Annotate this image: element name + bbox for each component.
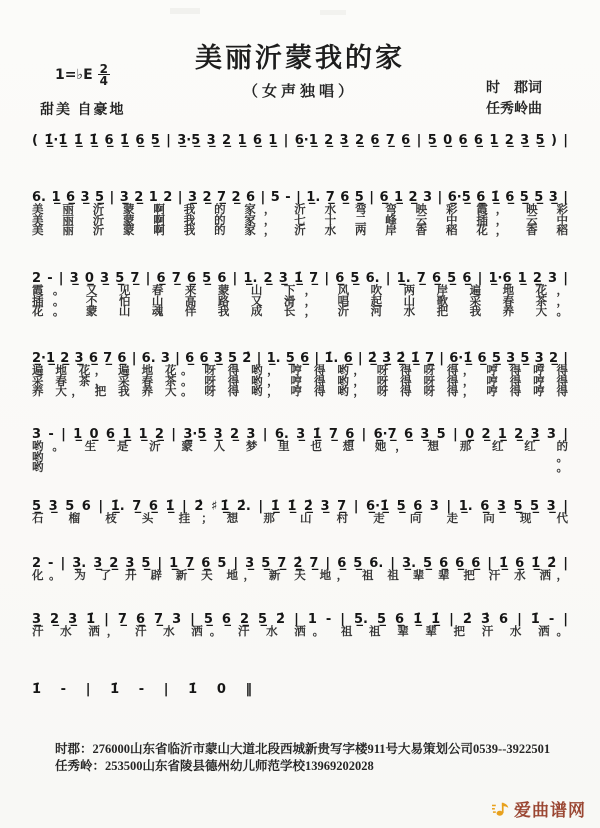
notation-line: 2 - | 3̲. 3̲ 2̲ 3̲ 5̲ | 1̲ 7̲ 6̲ 5 | 3̲ 5̲ 7̲ 2̲̇ 7̲ | 6̲ 5̲ 6. | 3̲. 5̲ 6̲ 6̲ 6̲ | 1̲̇ 6̲ 1̲̇ 2̇ | xyxy=(32,556,568,571)
time-signature-numerator: 2 xyxy=(99,62,108,76)
key-and-time-signature xyxy=(55,64,110,86)
lyric-line: 插。 不 怕 山 高 路 又 滑， 唱 起 山 歌 采 春 茶， xyxy=(32,295,568,308)
time-signature xyxy=(98,64,110,86)
key-signature: 1=♭E xyxy=(55,67,93,83)
notation-line: 2 - | 3̲ 0̲ 3̲ 5̲ 7̲ | 6̲ 7̲ 6̲ 5̲ 6 | 1̲. 2̲ 3̲ 1̲̇ 7̲ | 6̲ 5̲ 6. | 1̲. 7̲ 6̲ 5̲ 6̲ | 1̲·6̲ 1̲ 2̲ 3 | xyxy=(32,271,568,286)
tempo-marking: 甜美 自豪地 xyxy=(40,103,126,118)
credits xyxy=(486,78,542,120)
lyricist-credit: 时 郡词 xyxy=(486,81,542,96)
lyric-line: 美 丽 沂 蒙 啊 我 的 家， 七 十 二 峰 云 中 插， 云 中 xyxy=(32,214,568,227)
lyric-line: 石 榴 枝 头 挂； 想 那 山 村 走 向 走 向 现 代 xyxy=(32,513,568,525)
time-signature-denominator: 4 xyxy=(99,74,108,88)
notation-system-1 xyxy=(32,190,568,237)
intro-system xyxy=(32,133,568,148)
scan-artifact xyxy=(320,10,346,15)
lyric-line: 美 丽 沂 蒙 啊 我 的 家， 沂 水 弯 弯 映 彩 霞， 映 彩 xyxy=(32,204,568,216)
notation-system-7 xyxy=(32,612,568,638)
notation-system-6 xyxy=(32,556,568,582)
lyric-line: 养 大， 把 我 养 大。 呀 得 哟， 哼 得 哟， 呀 得 呀 得， 哼 得 哼 得 xyxy=(32,386,568,398)
notation-line: 5̲ 3̲ 5 6 | 1̲̇. 7̲ 6̲ 1̲̇ | 2̇ ♯1̲̇ 2̇. | 1̲̇ 1̲̇ 2̲̇ 3̲ 7̲ | 6̲·1̲̇ 5̲ 6̲ 3 | 1̲. 6̲ 3̲ 5̲ 5̲ 3̲ | xyxy=(32,499,568,514)
lyric-line: 花。 蒙 山 魂 伴 我 成 长， 沂 河 水 把 我 养 大。 xyxy=(32,306,568,318)
song-subtitle: （女声独唱） xyxy=(242,84,357,100)
notation-line: 3 - | 1̲ 0̲ 6̲ 1̲ 1̲ 2̲ | 3̲·5̲ 3̲ 2̲ 3 | 6̲. 3̲ 1̲̇ 7̲ 6̲ | 6̲·7̲ 6̲ 3̲ 5 | 0̲ 2̲ 1̲ 2̲ 3̲ 3 | xyxy=(32,427,568,442)
notation-system-8 xyxy=(32,682,568,697)
notation-system-2 xyxy=(32,271,568,318)
notation-system-5 xyxy=(32,499,568,525)
lyric-line: 美 丽 沂 蒙 啊 我 的 家， 沂 水 两 岸 香 稻 花， 香 稻 xyxy=(32,225,568,237)
notation-line: 1̇ - | 1̇ - | 1̇ 0 ‖ xyxy=(32,682,252,697)
footer-contact-line-2: 任秀岭：253500山东省陵县德州幼儿师范学校13969202028 xyxy=(55,759,374,773)
site-watermark xyxy=(492,796,586,821)
notation-line: 2̲·1̲ 2̲ 3̲ 6̲ 7̲ 6̲ | 6. 3 | 6̲ 6̲ 3̲ 5̲ 2̇ | 1̲. 5̲ 6̲ | 1̇. 6̲ | 2̲̇ 3̲̇ 2̲̇ 1̲̇ 7̲ | 6̲·1̲̇ 6̲ 5̲ 3̲ 5̲ 3̲ 2̲ | xyxy=(32,351,568,366)
notation-system-3 xyxy=(32,351,568,398)
notation-line: 6. 1̲ 6̲ 3̲ 5̲ | 3̲ 2̲ 1 2 | 3̲ 2̲ 7̲ 2̲ 6 | 5 - | 1̲. 7̲ 6̲ 5̲ | 6̲ 1̲ 2̲ 3 | 6̲·5̲ 6̲ 1̲̇ 6̲ 5̲ 5̲ 3̲ | xyxy=(32,190,568,205)
lyric-line: 霞。 又 见 春 来 蒙 山 下， 风 吹 两 岸 遍 地 花， xyxy=(32,285,568,297)
lyric-line: 哟。 生 是 沂 蒙 人 梦 里 也 想 她， 想 那 红 红 的 xyxy=(32,441,568,453)
contact-info xyxy=(55,741,550,775)
notation-line: ( 1̲̇·1̲̇ 1̲̇ 1̲̇ 6̲ 1̲̇ 6̲ 5̲ | 3̲·5̲ 3̲ 2̲ 1̲ 6̲ 1̲ | 6̲·1̲ 2̲ 3̲ 2̲ 6̲ 7̲ 6̲ | 5̲ 0̲ 6̲ 6̲ 1̲ 2̲ 3̲ 5̲ ) | xyxy=(32,133,568,148)
music-note-icon xyxy=(492,799,511,818)
scan-artifact xyxy=(170,8,200,14)
lyric-line: 采 春 茶， 采 春 茶。 呀 得 哟， 哼 得 哟， 呀 得 呀 得， 哼 得 哼 得 xyxy=(32,375,568,388)
lyric-line: 哟。 xyxy=(32,462,568,474)
composer-credit: 任秀岭曲 xyxy=(486,102,542,117)
watermark-label: 爱曲谱网 xyxy=(514,801,586,820)
notation-system-4 xyxy=(32,427,568,474)
song-title: 美丽沂蒙我的家 xyxy=(195,43,405,73)
lyric-line: 遍 地 花， 遍 地 花。 呀 得 哟， 哼 得 哟， 呀 得 呀 得， 哼 得 哼 得 xyxy=(32,365,568,377)
notation-line: 3̲ 2̲ 3̲ 1̇ | 7̲ 6̲ 7̲ 3 | 5̲ 6̲ 2̲ 5̲ 2̇ | 1 - | 5̲. 5̲ 6̲ 1̲̇ 1̲̇ | 2̇ 3̇ 6 | 1̇ - | xyxy=(32,612,568,627)
lyric-line: 化。 为 了 开 辟 新 天 地， 新 天 地， 祖 祖 辈 辈 把 汗 水 洒， xyxy=(32,570,568,582)
footer-contact-line-1: 时郡：276000山东省临沂市蒙山大道北段西城新贵写字楼911号大易策划公司0539--3922501 xyxy=(55,742,551,756)
lyric-line: 哟。 xyxy=(32,451,568,464)
lyric-line: 汗 水 洒， 汗 水 洒。 汗 水 洒。 祖 祖 辈 辈 把 汗 水 洒。 xyxy=(32,626,568,638)
